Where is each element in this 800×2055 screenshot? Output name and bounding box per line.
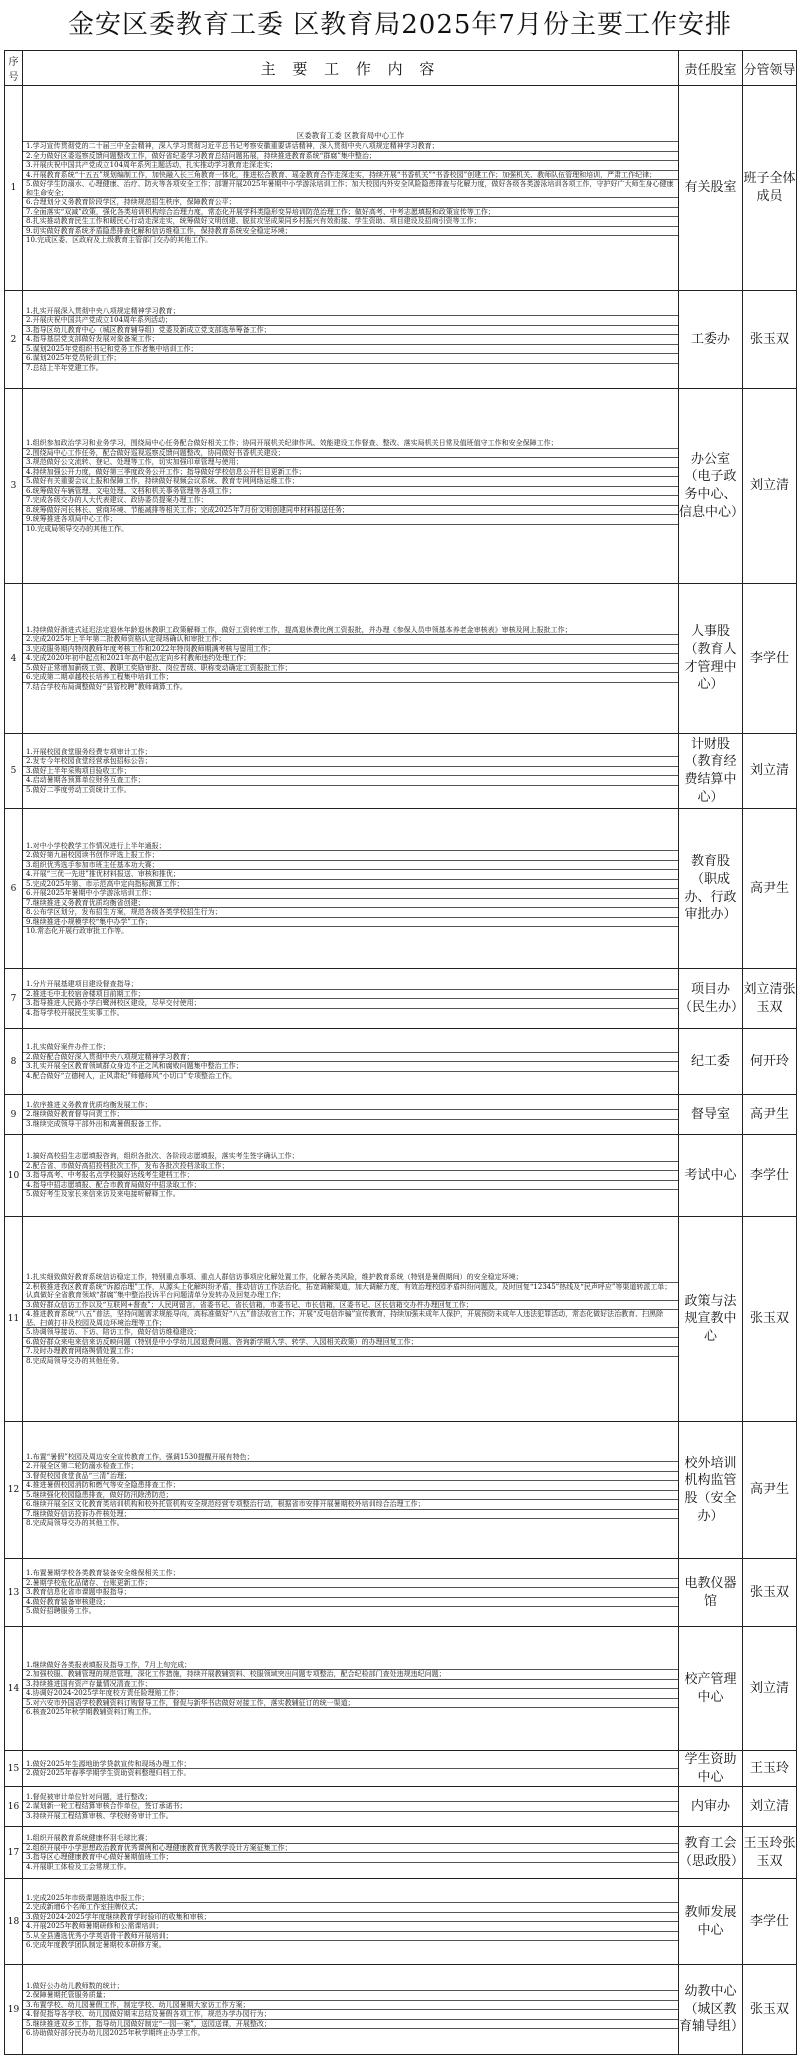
work-item: 8.统筹做好河长林长、营商环境、节能减排等相关工作；完成2025年7月份文明创建同申材料报送任务；	[23, 506, 678, 516]
work-item: 3.继续完成领导干部外出和离暑假报备工作。	[26, 1119, 166, 1128]
work-item: 2.暑期学校危化品储存、台账更新工作；	[23, 1579, 678, 1589]
work-item: 1.扎实开展深入贯彻中央八项规定精神学习教育；	[23, 307, 678, 317]
work-item: 3.指导区心理健康教育中心做好暑期值班工作；	[23, 1853, 678, 1863]
work-item: 6.谋划2025年党员轮训工作；	[23, 354, 678, 364]
header-content: 主 要 工 作 内 容	[23, 51, 679, 86]
work-schedule-table	[4, 50, 797, 2055]
header-num: 序号	[5, 51, 23, 86]
work-items-cell	[23, 1827, 679, 1879]
work-items-cell	[23, 86, 679, 291]
work-item: 8.完成局领导交办的其他工作。	[26, 1519, 124, 1527]
work-item: 2.做好2025年春季学期学生资助资料整理归档工作。	[26, 1769, 191, 1778]
table-row	[5, 1879, 797, 1965]
supervising-leader: 张玉双	[743, 291, 797, 389]
work-item: 3.指导区幼儿教育中心（城区教育辅导组）党委及新成立党支部选举筹备工作；	[23, 326, 678, 336]
work-item: 5.协调领导接访、下访、陪访工作，做好信访维稳建设；	[23, 1328, 678, 1338]
work-item: 3.开展庆祝中国共产党成立104周年系列主题活动，扎实推动学习教育走深走实；	[23, 161, 678, 171]
work-item: 2.开展庆祝中国共产党成立104周年系列活动；	[23, 316, 678, 326]
work-item: 1.完成2025年市级课题推选申报工作；	[23, 1894, 678, 1904]
table-row	[5, 1751, 797, 1787]
work-item: 6.继续开展全区文化教育类培训机构和校外托管机构安全规范经营专项整治行动，根据省市安排开展暑期校外培训综合治理工作；	[23, 1500, 678, 1510]
work-item: 2.积极推进我区教育系统“诉源治理”工作，从源头上化解纠纷矛盾，推动信访工作法治化，拓宽调解渠道，加大调解力度，有效治理校园矛盾纠纷问题及，及时回复“12345”热线及“民声呼应”等渠道转派工单；认真做好全省教育领域“群腐”集中整治投诉平台问题清单分发转办及回复办理工作；	[23, 1283, 678, 1301]
work-item: 10.完成局领导交办的其他工作。	[26, 524, 129, 533]
row-number: 1	[5, 86, 23, 291]
work-item: 6.做好群众来电来信来访反映问题（特别是中小学幼儿园退费问题、咨询新学期入学、转学、入园相关政策）的办理回复工作；	[23, 1338, 678, 1348]
work-items-cell	[23, 1135, 679, 1217]
work-item: 6.统筹做好车辆管理、文电处理、文档和机关事务管理等各项工作；	[23, 487, 678, 497]
work-item: 5.继续强化校园隐患排查，做好防汛除涝防范；	[23, 1491, 678, 1501]
supervising-leader: 李学仕	[743, 1135, 797, 1217]
work-item: 4.指导基层党支部做好发展对象备案工作；	[23, 335, 678, 345]
work-item: 2.全力做好区委巡察反馈问题整改工作，做好省纪委学习教育总结问题拓展，持续推进教育系统“群腐”集中整治；	[23, 152, 678, 162]
responsible-department: 督导室	[679, 1095, 743, 1135]
supervising-leader: 何开玲	[743, 1029, 797, 1095]
row-number: 11	[5, 1217, 23, 1422]
row-number: 5	[5, 734, 23, 809]
work-item: 4.督促指导各学校、幼儿园做好期末总结及暑假各项工作，规范办学办园行为；	[23, 2010, 678, 2020]
supervising-leader: 刘立清张玉双	[743, 969, 797, 1029]
work-item: 4.推进暑假校园消防和燃气等安全隐患排查工作；	[23, 1481, 678, 1491]
work-item: 4.开展职工体检及工会常规工作。	[26, 1862, 131, 1871]
table-row	[5, 1422, 797, 1559]
work-items-cell	[23, 1559, 679, 1627]
work-item: 1.分片开展基建项目建设督查指导；	[23, 980, 678, 990]
work-item: 1.组织参加政治学习和业务学习，围绕局中心任务配合做好相关工作；协同开展机关纪律作风、效能建设工作督查、整改、落实局机关日常及值班值守工作和安全保障工作；	[23, 439, 678, 449]
work-item: 4.开展2025年教师暑期研修和公需课培训；	[23, 1922, 678, 1932]
supervising-leader: 张玉双	[743, 1965, 797, 2055]
work-item: 3.做好2024-2025学年度继续教育学时验印的收集和审核；	[23, 1913, 678, 1923]
row-number: 17	[5, 1827, 23, 1879]
work-item: 1.组织开展教育系统健康杯羽毛球比赛；	[23, 1834, 678, 1844]
header-lead: 分管领导	[743, 51, 797, 86]
supervising-leader: 刘立清	[743, 734, 797, 809]
row-number: 2	[5, 291, 23, 389]
work-item: 1.做好2025年生源地助学贷款宣传和现场办理工作；	[23, 1760, 678, 1770]
work-item: 5.做好二季度劳动工资统计工作。	[26, 785, 131, 794]
work-item: 4.协调好2024-2025学年度校方责任险理赔工作；	[23, 1689, 678, 1699]
table-row	[5, 1965, 797, 2055]
work-items-cell	[23, 1751, 679, 1787]
work-item: 1.学习宣传贯彻党的二十届三中全会精神，深入学习贯彻习近平总书记考察安徽重要讲话精神，深入贯彻中央八项规定精神学习教育；	[23, 142, 678, 152]
work-item: 3.规范做好公文流转、登记、处理等工作，切实加强印章管理与使用；	[23, 458, 678, 468]
work-item: 3.持续开展工程结算审核、学校财务审计工作。	[26, 1811, 173, 1820]
row-number: 13	[5, 1559, 23, 1627]
row-number: 8	[5, 1029, 23, 1095]
work-items-cell	[23, 1029, 679, 1095]
work-items-cell	[23, 1217, 679, 1422]
responsible-department: 计财股（教育经费结算中心）	[679, 734, 743, 809]
work-item: 2.完成2025年上半年第二批教师资格认定现场确认和审批工作；	[23, 635, 678, 645]
work-item: 3.完成服务期内特岗教师年度考核工作和2022年特岗教师期满考核与留用工作；	[23, 645, 678, 655]
work-item: 8.公布学区划分，发布招生方案，规范各级各类学校招生行为；	[23, 908, 678, 918]
table-row	[5, 1827, 797, 1879]
responsible-department: 幼教中心（城区教育辅导组）	[679, 1965, 743, 2055]
document-title: 金安区委教育工委 区教育局2025年7月份主要工作安排	[68, 10, 732, 40]
work-items-cell	[23, 389, 679, 584]
work-item: 5.做好学生防溺水、心理健康、治疗、防火等各项安全工作；部署开展2025年暑期中小学游泳培训工作；加大校园内外安全风险隐患排查与化解力度，做好各级各类游泳培训各项工作，守护好广大师生身心健康和生命安全；	[23, 180, 678, 198]
work-item: 1.扎实细致做好教育系统信访稳定工作，特别重点事项、重点人群信访事项应化解处置工作，化解各类风险，维护教育系统（特别是暑假期间）的安全稳定环境；	[23, 1273, 678, 1283]
work-item: 6.完成年度教学团队制定暑期校本研修方案。	[26, 1941, 166, 1950]
work-item: 3.做好上半年采购项目验收工作；	[23, 767, 678, 777]
responsible-department: 校产管理中心	[679, 1627, 743, 1751]
work-items-cell	[23, 809, 679, 969]
work-item: 4.启动暑期各预算单位财务互查工作；	[23, 776, 678, 786]
row-number: 15	[5, 1751, 23, 1787]
work-item: 7.结合学校布局调整做好“县管校聘”教师调算工作。	[26, 682, 187, 691]
work-item: 3.做好群众信访工作以及“互联网+督查”；人民网留言，省委书记、省长信箱，市委书记、市长信箱，区委书记、区长信箱交办件办理回复工作；	[23, 1301, 678, 1311]
work-item: 4.做好教育装备审核建设；	[23, 1598, 678, 1608]
work-item: 1.布置“暑假”校园及周边安全宣传教育工作，强调1530提醒开展有特色；	[23, 1453, 678, 1463]
row-number: 3	[5, 389, 23, 584]
work-item: 2.组织开展中小学思想政治教育优秀课例和心理健康教育优秀教学设计方案征集工作；	[23, 1844, 678, 1854]
responsible-department: 教育工会（思政股）	[679, 1827, 743, 1879]
work-items-cell	[23, 1965, 679, 2055]
work-item: 5.谋划2025年党组织书记和党务工作者集中培训工作；	[23, 345, 678, 355]
supervising-leader: 刘立清	[743, 389, 797, 584]
work-item: 5.做好有关重要会议上报和保障工作，持续做好视频会议系统、教育专网网络运维工作；	[23, 477, 678, 487]
work-item: 2.做好配合做好深入贯彻中央八项规定精神学习教育；	[23, 1053, 678, 1063]
table-row	[5, 1029, 797, 1095]
work-items-cell	[23, 1627, 679, 1751]
row-number: 12	[5, 1422, 23, 1559]
supervising-leader: 高尹生	[743, 809, 797, 969]
row-number: 9	[5, 1095, 23, 1135]
work-item: 2.配合省、市做好高招投档批次工作，发布各批次投档录取工作；	[23, 1162, 678, 1172]
work-item: 3.教育信息化省市课题申报指导；	[23, 1588, 678, 1598]
work-item: 2.加强校服、教辅管理的规范管理，深化工作措施，持续开展教辅资料、校服领域突出问题专项整治，配合纪检部门查处违规违纪问题；	[23, 1670, 678, 1680]
work-items-cell	[23, 584, 679, 734]
work-item: 5.做好正常增加薪级工资、教职工奖励审批、岗位晋级、职称变动确定工资报批工作；	[23, 664, 678, 674]
work-item: 3.督促校园食堂食品“三清”治理；	[23, 1472, 678, 1482]
work-item: 4.持续加强公开力度，做好第三季度政务公开工作；指导做好学校信息公开栏目更新工作；	[23, 468, 678, 478]
work-item: 2.推进毛中北校宿舍楼项目前期工作；	[23, 990, 678, 1000]
responsible-department: 内审办	[679, 1787, 743, 1827]
work-item: 2.围绕局中心工作任务，配合做好巡视巡察反馈问题整改，协同做好书香机关建设；	[23, 449, 678, 459]
work-item: 5.对六安市外国语学校教辅资料订购督导工作，督促与新华书店做好对接工作，落实教辅征订的统一渠道；	[23, 1699, 678, 1709]
work-item: 2.做好第九届校园读书创作评选上报工作；	[23, 851, 678, 861]
work-item: 7.全面落实“双减”政策，强化各类培训机构综合治理力度，常态化开展学科类隐形变异培训防范治理工作；做好高考、中考志愿填报和政策宣传等工作；	[23, 208, 678, 218]
work-item: 4.开展“三优一先进”推优材料报送、审核和推优；	[23, 870, 678, 880]
work-items-cell	[23, 1787, 679, 1827]
table-row	[5, 1135, 797, 1217]
responsible-department: 校外培训机构监管股（安全办）	[679, 1422, 743, 1559]
work-item: 1.布置暑期学校各类教育装备安全维保相关工作；	[23, 1569, 678, 1579]
work-item: 1.对中小学校教学工作情况进行上半年通报；	[23, 842, 678, 852]
work-item: 8.完成局领导交办的其他任务。	[26, 1356, 124, 1365]
work-item: 2.发专今年校园食堂经营承包招标公告；	[23, 757, 678, 767]
work-item: 6.核查2025年秋学期教辅资料订购工作。	[26, 1708, 156, 1716]
work-item: 5.做好招聘服务工作。	[26, 1607, 96, 1616]
row-number: 4	[5, 584, 23, 734]
work-item: 5.做好考生及家长来信来访及来电接听解释工作。	[26, 1190, 180, 1199]
supervising-leader: 张玉双	[743, 1559, 797, 1627]
work-item: 9.继续推进小规模学校“集中办学”工作；	[23, 918, 678, 928]
work-items-cell	[23, 291, 679, 389]
supervising-leader: 高尹生	[743, 1095, 797, 1135]
table-row	[5, 584, 797, 734]
work-item: 3.布置学校、幼儿园暑假工作，制定学校、幼儿园暑期大家访工作方案；	[23, 2001, 678, 2011]
work-item: 9.切实做好教育系统矛盾隐患排查化解和信访维稳工作，保持教育系统安全稳定环境；	[23, 227, 678, 237]
supervising-leader: 李学仕	[743, 584, 797, 734]
table-row	[5, 1787, 797, 1827]
work-item: 7.完成各级交办的人大代表建议、政协委员提案办理工作；	[23, 496, 678, 506]
supervising-leader: 刘立清	[743, 1787, 797, 1827]
work-item: 5.从全县遴选优秀小学英语骨干教师开展培训；	[23, 1932, 678, 1942]
table-row	[5, 86, 797, 291]
work-item: 3.扎实开展全区教育领域群众身边不正之风和腐败问题集中整治工作；	[23, 1062, 678, 1072]
row-number: 19	[5, 1965, 23, 2055]
work-item: 1.依序推进义务教育优质均衡发展工作；	[23, 1101, 678, 1111]
supervising-leader: 李学仕	[743, 1879, 797, 1965]
work-item: 8.扎实推动教育民生工作和暖民心行动走深走实，统筹做好文明创建、脱贫攻坚成果同乡村振兴有效衔接、学生资助、项目建设及招商引资等工作；	[23, 217, 678, 227]
responsible-department: 项目办（民生办）	[679, 969, 743, 1029]
work-items-cell	[23, 1879, 679, 1965]
row-number: 7	[5, 969, 23, 1029]
responsible-department: 政策与法规宣教中心	[679, 1217, 743, 1422]
header-dept: 责任股室	[679, 51, 743, 86]
work-item: 4.指导学校开展民生实事工作。	[26, 1008, 124, 1017]
work-item: 1.扎实做好案件办件工作；	[23, 1043, 678, 1053]
work-item: 3.持续推进国有资产存量情况清查工作；	[23, 1680, 678, 1690]
work-item: 3.组织优秀选手参加市班主任基本功大赛；	[23, 861, 678, 871]
row-number: 6	[5, 809, 23, 969]
table-row	[5, 734, 797, 809]
work-item: 3.指导高考、中考报名点学校搞好达线考生建档工作；	[23, 1171, 678, 1181]
table-body	[5, 86, 797, 2055]
work-item: 4.指导中招志愿填报、配合市教育局做好中招录取工作；	[23, 1181, 678, 1191]
work-item: 4.配合做好“立德树人，正风肃纪”师德师风“小切口”专项整治工作。	[26, 1071, 236, 1080]
work-item: 10.常态化开展行政审批工作等。	[26, 927, 129, 935]
work-item: 10.完成区委、区政府及上级教育主管部门交办的其他工作。	[26, 236, 213, 245]
work-item: 4.开展教育系统“十五五”规划编制工作，加快融入长三角教育一体化，推进松合教育、瑶金教育合作走深走实，持续开展“书香机关”“书香校园”创建工作；加强机关、教师队伍管理和培训，严肃工作纪律；	[23, 171, 678, 181]
table-row	[5, 809, 797, 969]
work-items-cell	[23, 734, 679, 809]
work-item: 3.指导推进人民路小学白鹭洲校区建设，尽早交付使用；	[23, 999, 678, 1009]
supervising-leader: 班子全体成员	[743, 86, 797, 291]
responsible-department: 纪工委	[679, 1029, 743, 1095]
work-items-cell	[23, 1422, 679, 1559]
table-row	[5, 1217, 797, 1422]
responsible-department: 教育股（职成办、行政审批办）	[679, 809, 743, 969]
responsible-department: 人事股（教育人才管理中心）	[679, 584, 743, 734]
supervising-leader: 刘立清	[743, 1627, 797, 1751]
section-subheader: 区委教育工委 区教育局中心工作	[23, 131, 678, 142]
responsible-department: 有关股室	[679, 86, 743, 291]
work-item: 2.保障暑期托管服务质量；	[23, 1991, 678, 2001]
work-items-cell	[23, 1095, 679, 1135]
work-item: 7.及时办理教育网络舆情处置工作；	[23, 1347, 678, 1357]
work-item: 1.做好公办幼儿教师数的统计；	[23, 1982, 678, 1992]
work-item: 2.开展全区第二轮防溺水检查工作；	[23, 1462, 678, 1472]
work-item: 1.督促被审计单位针对问题，进行整改；	[23, 1793, 678, 1803]
supervising-leader: 高尹生	[743, 1422, 797, 1559]
work-item: 9.统筹推进各项局中心工作；	[23, 515, 678, 525]
row-number: 18	[5, 1879, 23, 1965]
work-item: 6.开展2025年暑期中小学游泳培训工作；	[23, 889, 678, 899]
responsible-department: 学生资助中心	[679, 1751, 743, 1787]
work-item: 7.继续做好信访投诉办件核处理；	[23, 1510, 678, 1520]
work-item: 5.完成2025年第、市示范高中定向指标测算工作；	[23, 880, 678, 890]
work-item: 7.继续推进义务教育优质均衡省创建；	[23, 899, 678, 909]
work-item: 1.持续做好渐进式延迟法定退休年龄退休教职工政策解释工作，做好工资转库工作，提高退休费比例工资报批，并办理《参保人员申领基本养老金审核表》审核及网上报批工作；	[23, 626, 678, 636]
responsible-department: 工委办	[679, 291, 743, 389]
responsible-department: 教师发展中心	[679, 1879, 743, 1965]
supervising-leader: 张玉双	[743, 1217, 797, 1422]
work-item: 6.协助做好部分民办幼儿园2025年秋学期终止办学工作。	[26, 2029, 205, 2038]
work-item: 6.完成第二期卓越校长培养工程集中培训工作；	[23, 673, 678, 683]
work-item: 2.继续做好教育督导问责工作；	[23, 1110, 678, 1120]
supervising-leader: 王玉玲张玉双	[743, 1827, 797, 1879]
table-row	[5, 389, 797, 584]
work-item: 1.开展校园食堂服务经费专项审计工作；	[23, 748, 678, 758]
work-item: 4.完成2020年初中起点和2021年高中起点定向乡村教师违约处理工作；	[23, 654, 678, 664]
table-row	[5, 1095, 797, 1135]
work-item: 1.搞好高校招生志愿填报咨询，组织各批次、各阶段志愿填报，落实考生签字确认工作；	[23, 1152, 678, 1162]
supervising-leader: 王玉玲	[743, 1751, 797, 1787]
table-header-row	[5, 51, 797, 86]
row-number: 10	[5, 1135, 23, 1217]
work-item: 7.总结上半年党建工作。	[26, 363, 103, 372]
work-item: 5.继续推进双乡工作，指导幼儿园做好制定“一园一案”，送园送课，开展整改；	[23, 2020, 678, 2030]
row-number: 14	[5, 1627, 23, 1751]
row-number: 16	[5, 1787, 23, 1827]
table-row	[5, 291, 797, 389]
table-row	[5, 1559, 797, 1627]
work-item: 1.继续做好各类报表填报及指导工作，7月上旬完成；	[23, 1661, 678, 1671]
responsible-department: 电教仪器馆	[679, 1559, 743, 1627]
work-item: 2.完成新增6个名师工作室挂牌仪式；	[23, 1903, 678, 1913]
responsible-department: 考试中心	[679, 1135, 743, 1217]
responsible-department: 办公室（电子政务中心、信息中心）	[679, 389, 743, 584]
work-items-cell	[23, 969, 679, 1029]
table-row	[5, 969, 797, 1029]
work-item: 4.推进教育系统“八五”普法，坚持问题需求规能导向，高标准做好“八五”普法收官工作；开展“反电信诈骗”宣传教育，持续加强未成年人保护，开展预防未成年人违法犯罪活动，常态化做好法治教育、扫黑除恶、扫黄打非及校园及周边环境治理等工作；	[23, 1310, 678, 1328]
work-item: 6.合理划分义务教育阶段学区，持续规范招生秩序，保障教育公平；	[23, 198, 678, 208]
work-item: 2.谋划新一轮工程结算审核合作单位，签订承诺书；	[23, 1802, 678, 1812]
table-row	[5, 1627, 797, 1751]
